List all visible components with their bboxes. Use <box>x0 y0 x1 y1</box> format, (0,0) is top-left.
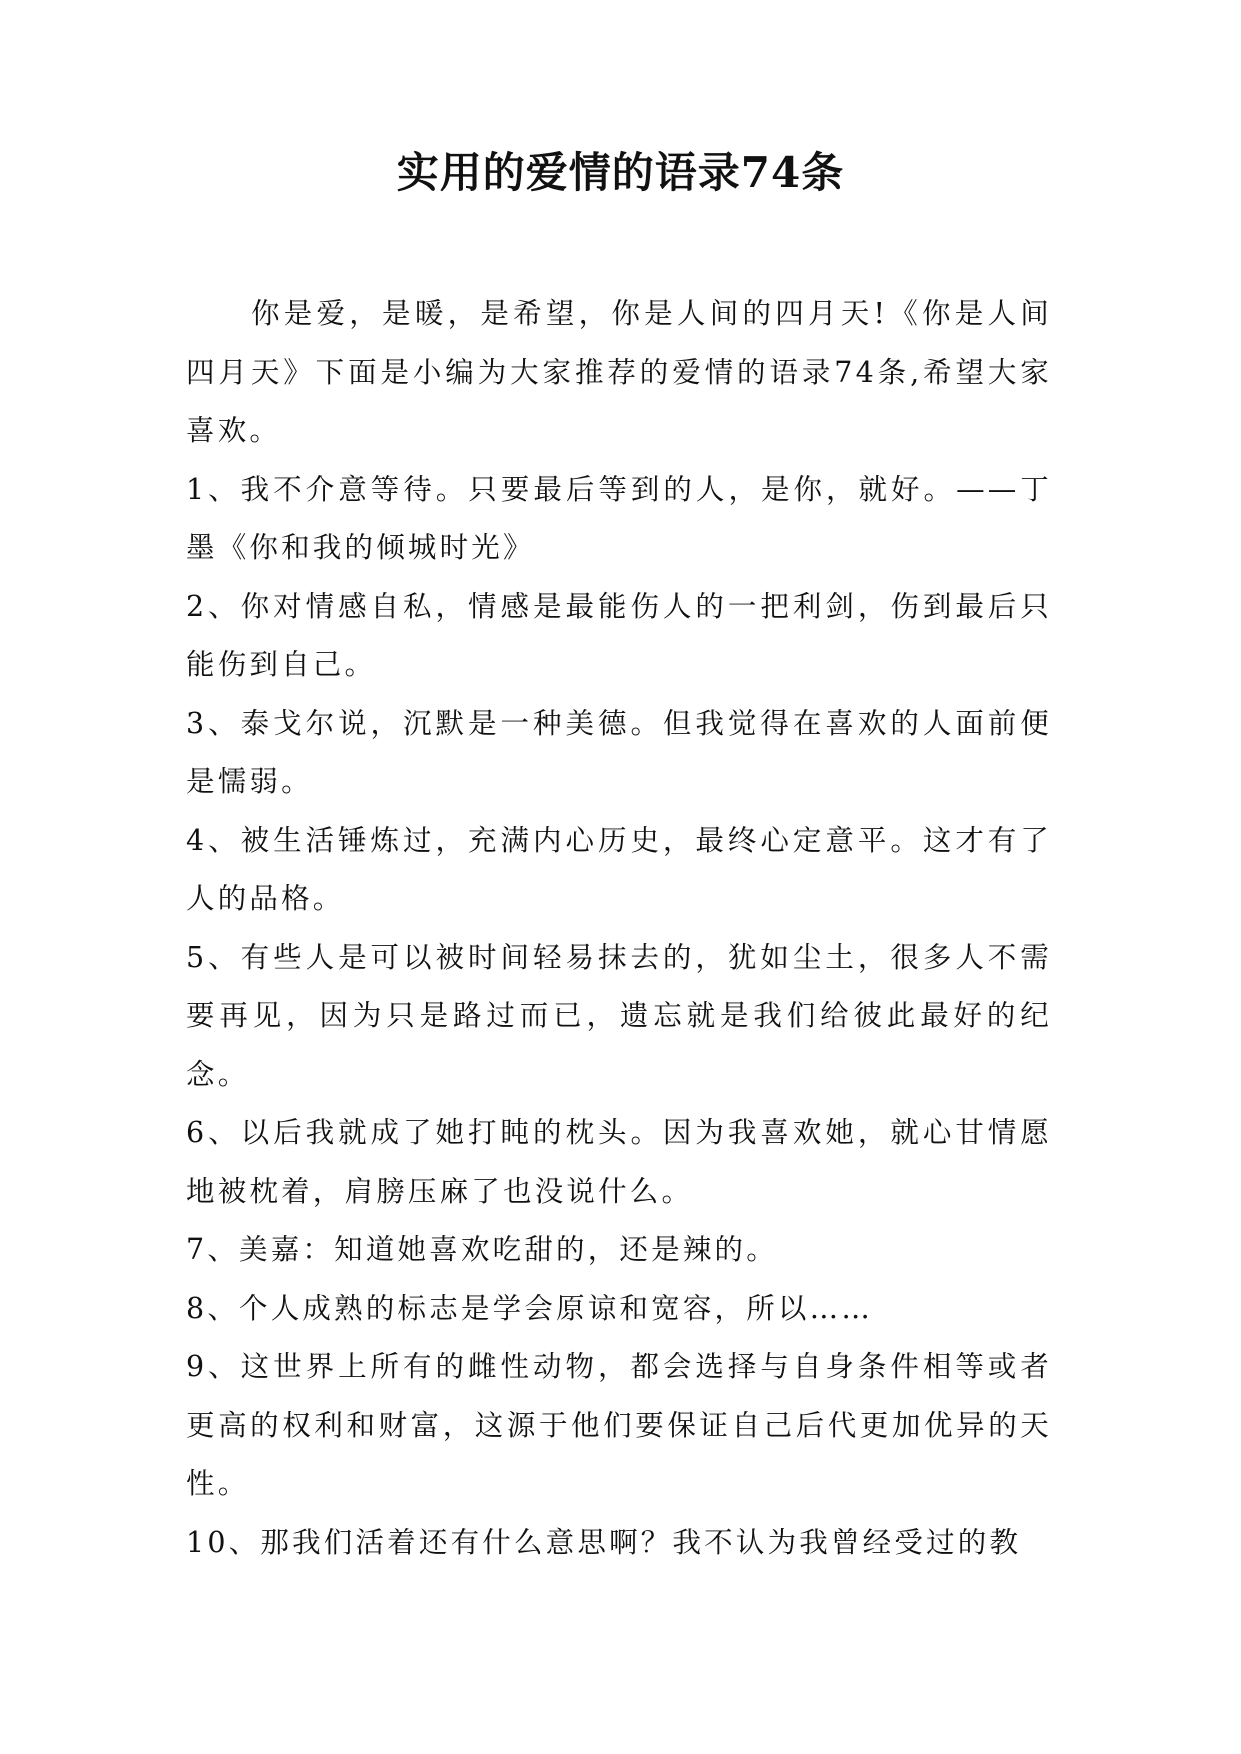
document-body <box>186 285 1052 1572</box>
quote-item-7: 7、美嘉：知道她喜欢吃甜的，还是辣的。 <box>186 1233 778 1266</box>
quote-item-5: 5、有些人是可以被时间轻易抹去的，犹如尘土，很多人不需要再见，因为只是路过而已，遗忘就是我们给彼此最好的纪念。 <box>186 940 1052 1091</box>
quote-item-8: 8、个人成熟的标志是学会原谅和宽容，所以…… <box>186 1291 874 1325</box>
document-title: 实用的爱情的语录74条 <box>396 148 845 197</box>
quote-item-1: 1、我不介意等待。只要最后等到的人，是你，就好。——丁墨《你和我的倾城时光》 <box>186 472 1052 564</box>
quote-item-9: 9、这世界上所有的雌性动物，都会选择与自身条件相等或者更高的权利和财富，这源于他们要保证自己后代更加优异的天性。 <box>186 1350 1052 1500</box>
intro-paragraph: 你是爱，是暖，是希望，你是人间的四月天!《你是人间四月天》下面是小编为大家推荐的爱情的语录74条,希望大家喜欢。 <box>186 297 1052 447</box>
quote-item-3: 3、泰戈尔说，沉默是一种美德。但我觉得在喜欢的人面前便是懦弱。 <box>186 706 1052 798</box>
quote-item-10: 10、那我们活着还有什么意思啊？我不认为我曾经受过的教 <box>186 1525 1022 1559</box>
quote-item-2: 2、你对情感自私，情感是最能伤人的一把利剑，伤到最后只能伤到自己。 <box>186 589 1052 681</box>
quote-item-6: 6、以后我就成了她打盹的枕头。因为我喜欢她，就心甘情愿地被枕着，肩膀压麻了也没说什么。 <box>186 1116 1052 1208</box>
quote-item-4: 4、被生活锤炼过，充满内心历史，最终心定意平。这才有了人的品格。 <box>186 823 1052 915</box>
